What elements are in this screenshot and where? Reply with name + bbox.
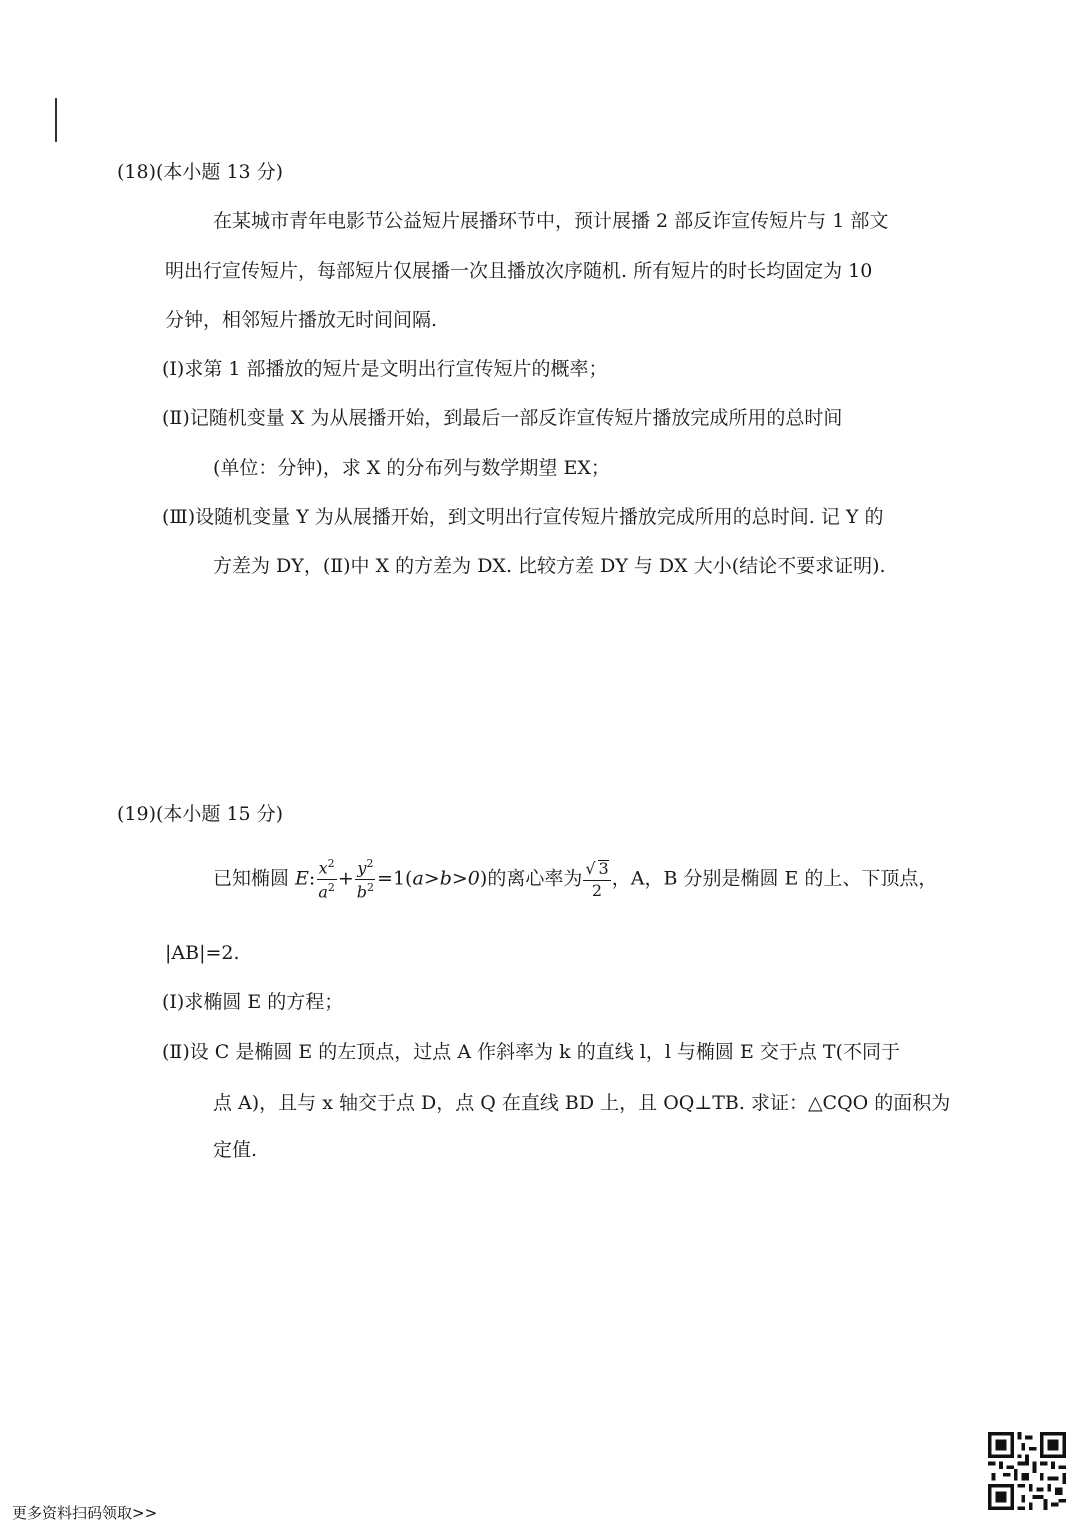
- margin-mark: [55, 98, 57, 142]
- q18-part2-line2: (单位：分钟)，求 X 的分布列与数学期望 EX；: [213, 457, 610, 479]
- q18-part2-line1: (Ⅱ)记随机变量 X 为从展播开始，到最后一部反诈宣传短片播放完成所用的总时间: [162, 407, 843, 429]
- sqrt-arg: 3: [598, 858, 609, 878]
- ellipse-label: E: [295, 867, 309, 890]
- q18-line-1: 在某城市青年电影节公益短片展播环节中，预计展播 2 部反诈宣传短片与 1 部文: [213, 210, 889, 232]
- equation-rhs: =1(: [377, 867, 413, 890]
- q19-part1: (Ⅰ)求椭圆 E 的方程；: [162, 991, 344, 1013]
- q18-line-2: 明出行宣传短片，每部短片仅展播一次且播放次序随机. 所有短片的时长均固定为 10: [165, 260, 873, 282]
- q18-part3-line2: 方差为 DY，(Ⅱ)中 X 的方差为 DX. 比较方差 DY 与 DX 大小(结论不要求证明).: [213, 555, 886, 577]
- qr-code-icon[interactable]: [988, 1432, 1066, 1510]
- condition: a>b>0: [412, 867, 480, 890]
- q18-part3-line1: (Ⅲ)设随机变量 Y 为从展播开始，到文明出行宣传短片播放完成所用的总时间. 记 Y 的: [162, 506, 884, 528]
- q18-header: (18)(本小题 13 分): [117, 161, 284, 183]
- q18-line-3: 分钟，相邻短片播放无时间间隔.: [165, 309, 438, 331]
- plus-sign: +: [337, 867, 354, 890]
- eccentricity-fraction: $\frac{√ 3}{2}$: [585, 858, 609, 900]
- q19-intro-line: [213, 858, 937, 901]
- q19-intro-prefix: 已知椭圆: [213, 867, 296, 890]
- colon: :: [308, 867, 316, 890]
- q19-ab-line: |AB|=2.: [165, 942, 240, 964]
- q19-part2-line2: 点 A)，且与 x 轴交于点 D，点 Q 在直线 BD 上，且 OQ⊥TB. 求证：△CQO 的面积为: [213, 1092, 951, 1114]
- condition-close: ): [479, 867, 488, 890]
- q19-intro-suffix: ，A，B 分别是椭圆 E 的上、下顶点，: [611, 867, 938, 890]
- fraction-y: $\frac{y^2}{b^2}$: [356, 857, 375, 902]
- q18-part1: (Ⅰ)求第 1 部播放的短片是文明出行宣传短片的概率；: [162, 358, 608, 380]
- q19-header: (19)(本小题 15 分): [117, 803, 284, 825]
- q19-part2-line1: (Ⅱ)设 C 是椭圆 E 的左顶点，过点 A 作斜率为 k 的直线 l，l 与椭圆 E 交于点 T(不同于: [162, 1041, 901, 1063]
- intro-mid: 的离心率为: [487, 867, 583, 890]
- fraction-x: $\frac{x^2}{a^2}$: [318, 857, 335, 902]
- q19-part2-line3: 定值.: [213, 1139, 258, 1161]
- footer-link[interactable]: 更多资料扫码领取>>: [12, 1504, 158, 1522]
